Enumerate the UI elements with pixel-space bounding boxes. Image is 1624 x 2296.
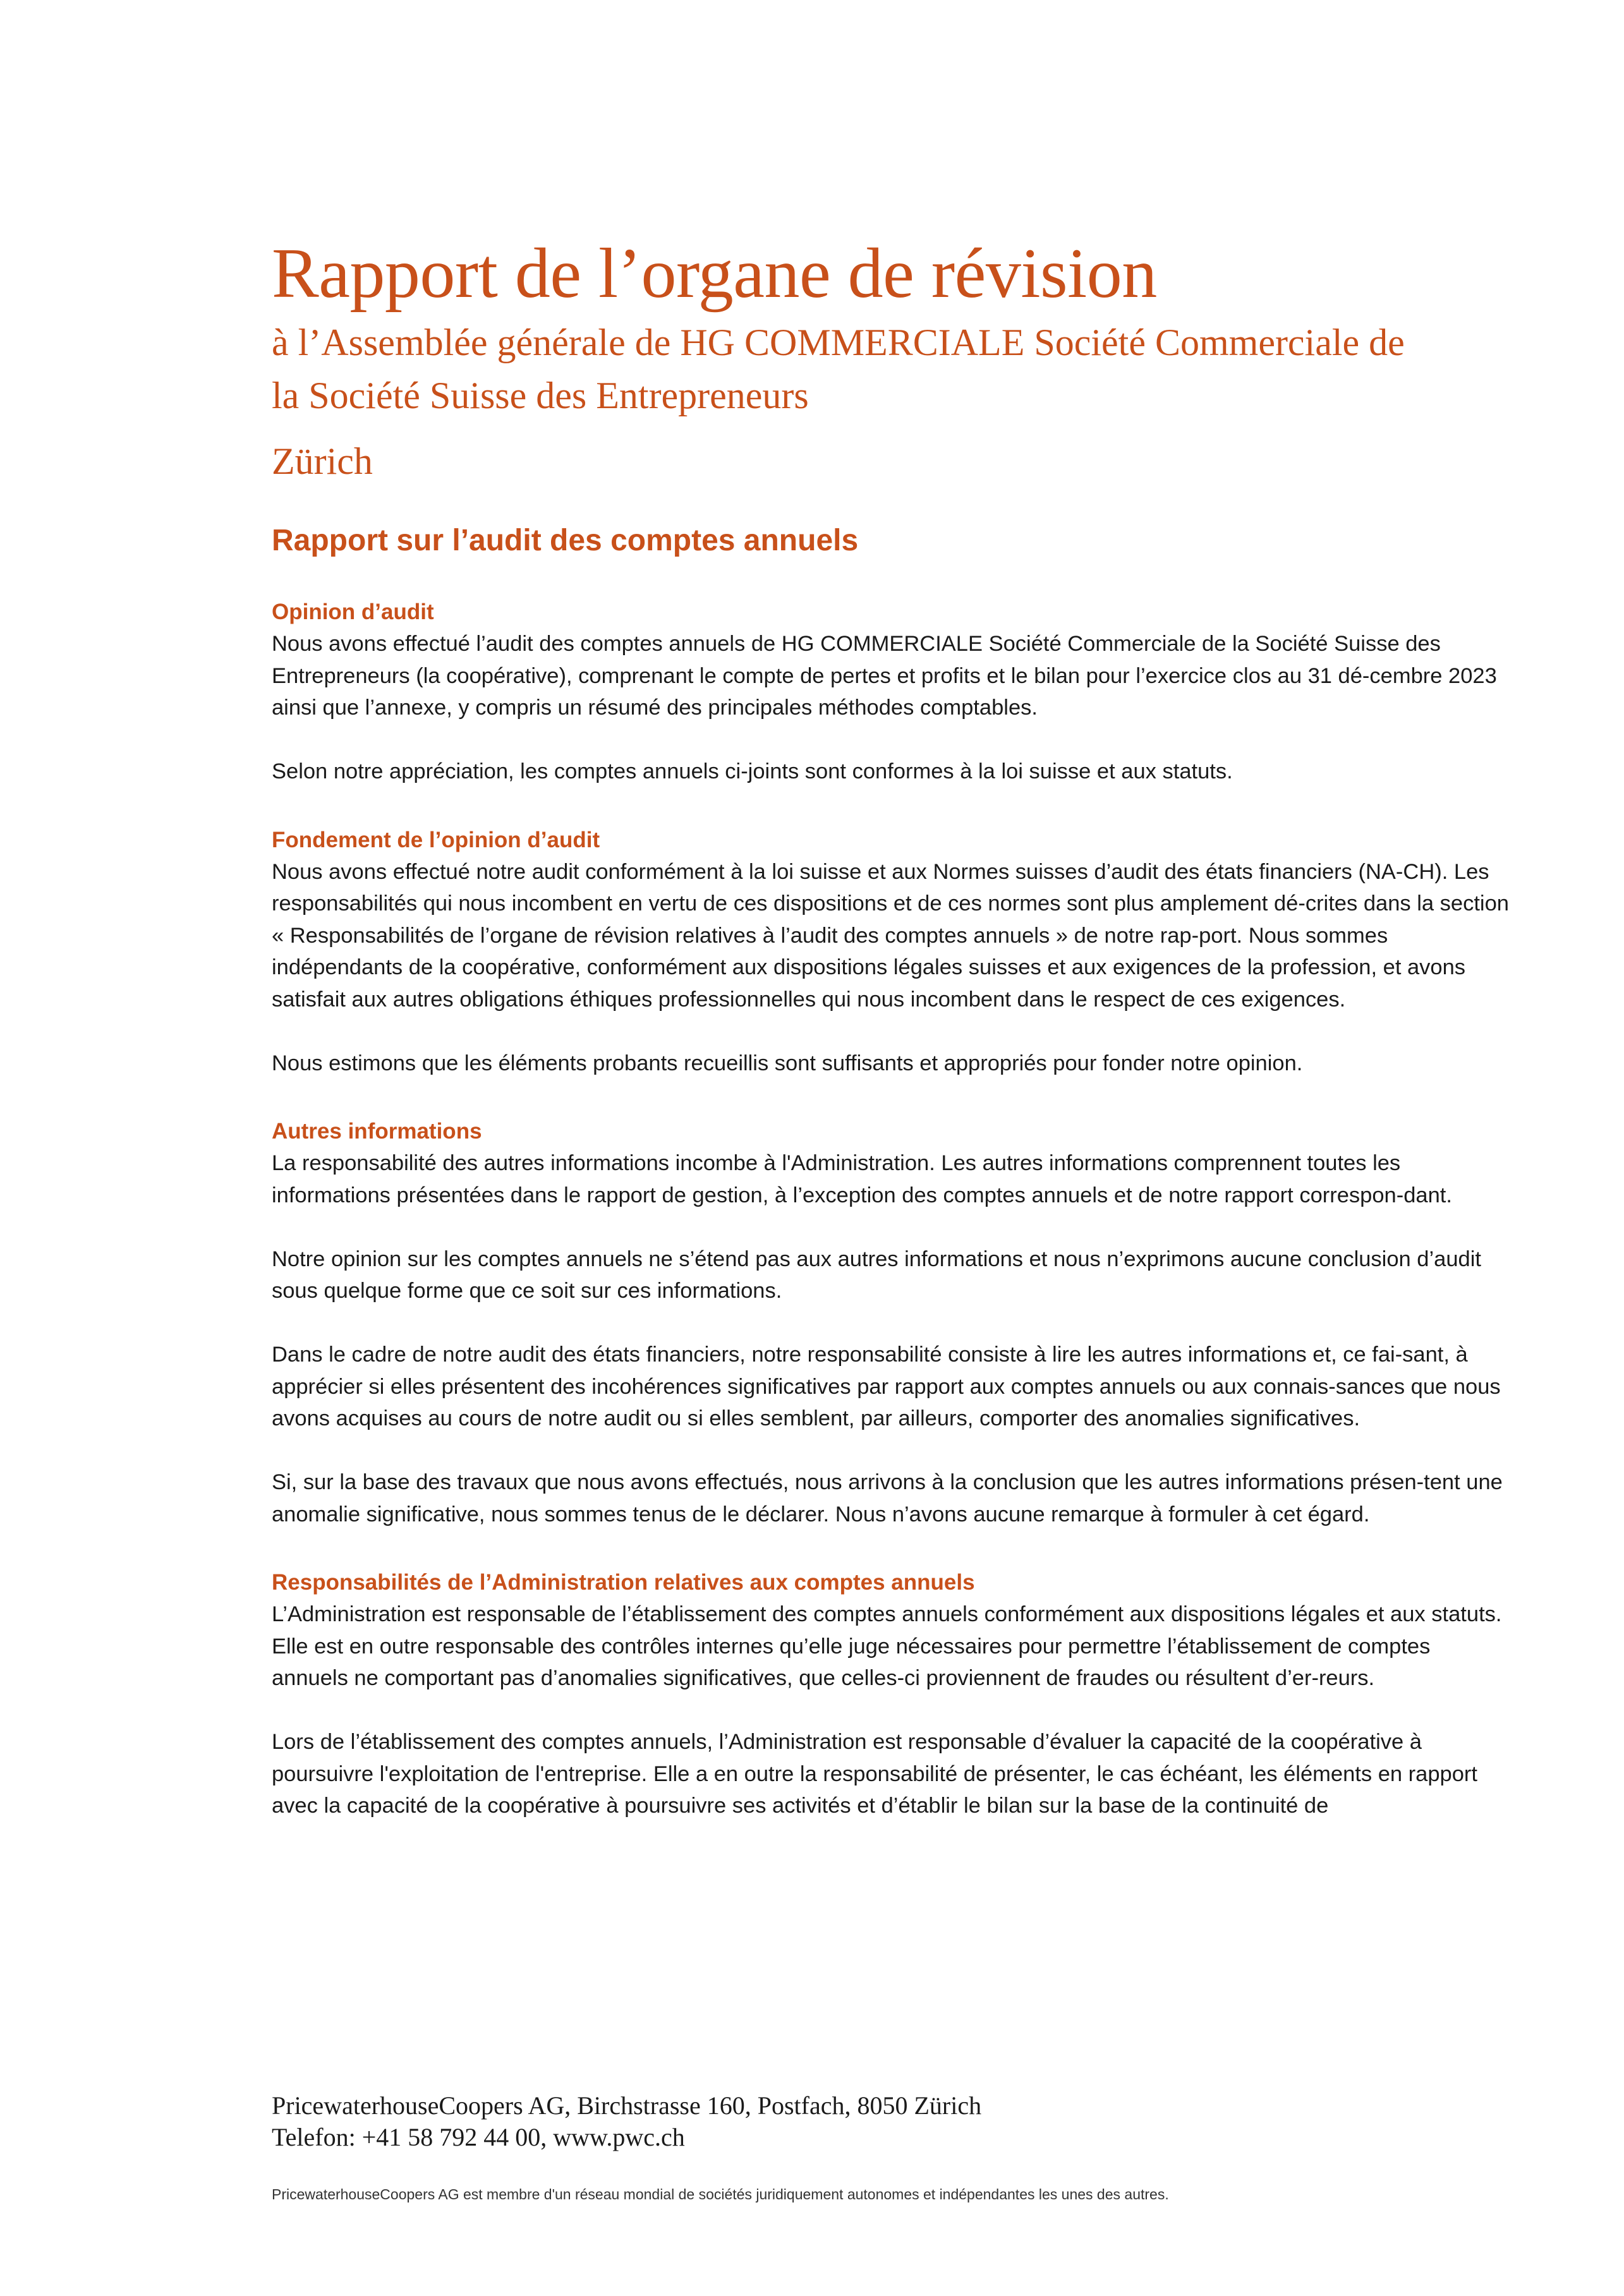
section-fondement-opinion: [272, 825, 1510, 1080]
section-paragraph: L’Administration est responsable de l’établissement des comptes annuels conformément aux dispositions légales et aux statuts. Elle est en outre responsable des contrôles internes qu’elle juge nécessaires pour permettre l’établissement de comptes annuels ne comportant pas d’anomalies significatives, que celles-ci proviennent de fraudes ou résultent d’er-reurs.: [272, 1602, 1502, 1690]
section-opinion-audit: [272, 596, 1510, 788]
section-paragraph: Nous estimons que les éléments probants recueillis sont suffisants et appropriés pour fonder notre opinion.: [272, 1051, 1303, 1075]
section-paragraph: Si, sur la base des travaux que nous avons effectués, nous arrivons à la conclusion que les autres informations présen-tent une anomalie significative, nous sommes tenus de le déclarer. Nous n’avons aucune remarque à formuler à cet égard.: [272, 1470, 1503, 1526]
section-paragraph: Lors de l’établissement des comptes annuels, l’Administration est responsable d’évaluer la capacité de la coopérative à poursuivre l'exploitation de l'entreprise. Elle a en outre la responsabilité de présenter, le cas échéant, les éléments en rapport avec la capacité de la coopérative à poursuivre ses activités et d’établir le bilan sur la base de la continuité de: [272, 1730, 1477, 1818]
footer-address-line-1: PricewaterhouseCoopers AG, Birchstrasse 160, Postfach, 8050 Zürich: [272, 2091, 982, 2120]
footer-address-line-2: Telefon: +41 58 792 44 00, www.pwc.ch: [272, 2123, 685, 2151]
subtitle-line-1: à l’Assemblée générale de HG COMMERCIALE Société Commerciale de: [272, 322, 1405, 363]
section-paragraph: Selon notre appréciation, les comptes annuels ci-joints sont conformes à la loi suisse et aux statuts.: [272, 759, 1233, 783]
document-body: [272, 233, 1510, 1822]
report-heading: Rapport sur l’audit des comptes annuels: [272, 524, 859, 557]
document-city: Zürich: [272, 440, 373, 482]
subtitle-line-2: la Société Suisse des Entrepreneurs: [272, 375, 809, 416]
section-title: Autres informations: [272, 1119, 482, 1144]
document-subtitle: [272, 316, 1510, 422]
section-title: Opinion d’audit: [272, 600, 434, 624]
footer-network-note: PricewaterhouseCoopers AG est membre d'un réseau mondial de sociétés juridiquement autonomes et indépendantes les unes des autres.: [272, 2186, 1169, 2202]
section-paragraph: Nous avons effectué l’audit des comptes annuels de HG COMMERCIALE Société Commerciale de la Société Suisse des Entrepreneurs (la coopérative), comprenant le compte de pertes et profits et le bilan pour l’exercice clos au 31 dé-cembre 2023 ainsi que l’annexe, y compris un résumé des principales méthodes comptables.: [272, 632, 1497, 720]
section-title: Responsabilités de l’Administration relatives aux comptes annuels: [272, 1570, 975, 1595]
section-paragraph: Dans le cadre de notre audit des états financiers, notre responsabilité consiste à lire les autres informations et, ce fai-sant, à apprécier si elles présentent des incohérences significatives par rapport aux comptes annuels ou aux connais-sances que nous avons acquises au cours de notre audit ou si elles semblent, par ailleurs, comporter des anomalies significatives.: [272, 1343, 1501, 1430]
section-paragraph: Notre opinion sur les comptes annuels ne s’étend pas aux autres informations et nous n’exprimons aucune conclusion d’audit sous quelque forme que ce soit sur ces informations.: [272, 1247, 1481, 1303]
section-title: Fondement de l’opinion d’audit: [272, 827, 600, 852]
footer-address: [272, 2090, 981, 2153]
section-responsabilites-administration: [272, 1567, 1510, 1822]
section-paragraph: La responsabilité des autres informations incombe à l'Administration. Les autres informations comprennent toutes les informations présentées dans le rapport de gestion, à l’exception des comptes annuels et de notre rapport correspon-dant.: [272, 1151, 1452, 1207]
document-title: Rapport de l’organe de révision: [272, 234, 1157, 313]
section-autres-informations: [272, 1116, 1510, 1530]
section-paragraph: Nous avons effectué notre audit conformément à la loi suisse et aux Normes suisses d’audit des états financiers (NA-CH). Les responsabilités qui nous incombent en vertu de ces dispositions et de ces normes sont plus amplement dé-crites dans la section « Responsabilités de l’organe de révision relatives à l’audit des comptes annuels » de notre rap-port. Nous sommes indépendants de la coopérative, conformément aux dispositions légales suisses et aux exigences de la profession, et avons satisfait aux autres obligations éthiques professionnelles qui nous incombent dans le respect de ces exigences.: [272, 859, 1509, 1012]
